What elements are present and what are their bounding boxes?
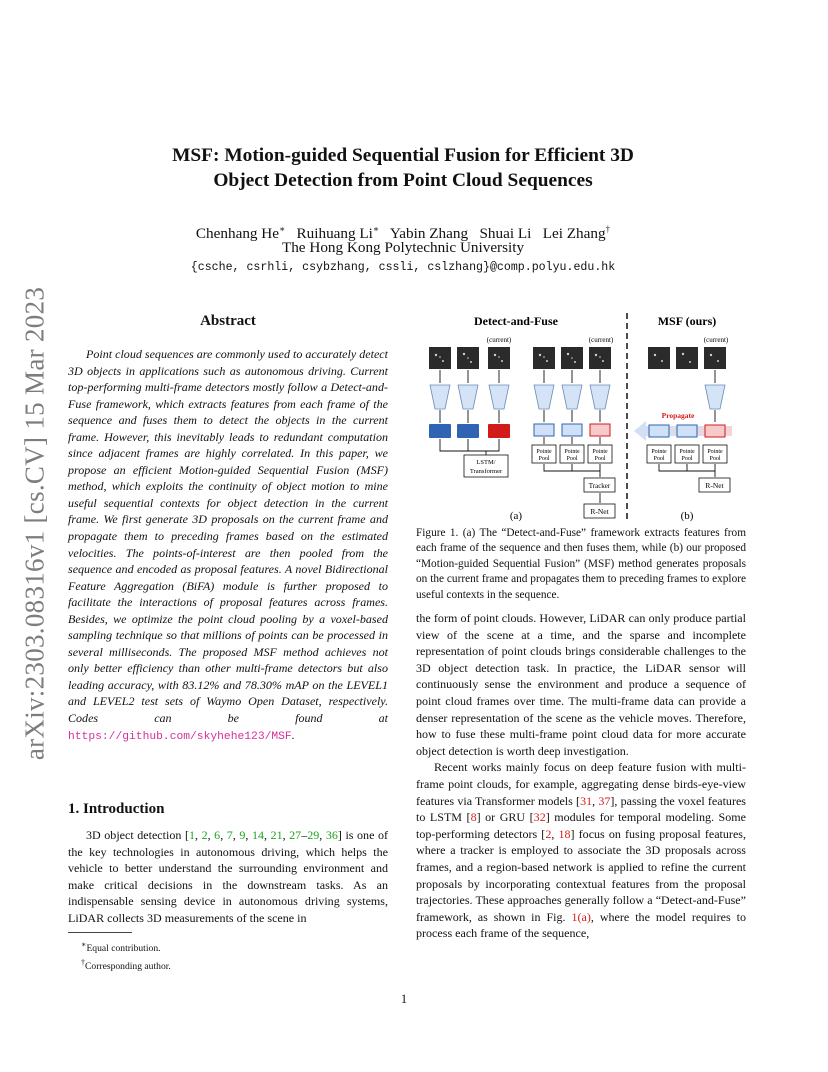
tracker-rnet-left	[544, 464, 615, 518]
point-cloud-frames-right	[648, 347, 726, 369]
pool-label: Pointe	[707, 449, 723, 455]
sep: ,	[245, 828, 252, 842]
pool-label: Pool	[594, 456, 606, 462]
citation-link[interactable]: 29	[307, 828, 320, 842]
author-1: Chenhang He	[195, 225, 280, 243]
rnet-label-right: R-Net	[705, 481, 724, 490]
title-line-1: MSF: Motion-guided Sequential Fusion for Efficient 3D	[172, 145, 634, 166]
proposal-boxes-left	[534, 424, 610, 436]
lstm-label-1: LSTM/	[476, 459, 496, 466]
citation-link[interactable]: 37	[598, 793, 611, 808]
equal-mark: ∗	[279, 224, 286, 234]
proposal-boxes-right	[649, 425, 725, 437]
propagate-label: Propagate	[661, 411, 695, 420]
sep: ,	[282, 828, 290, 842]
text: ] or GRU [	[476, 810, 534, 825]
citation-link[interactable]: 27	[289, 828, 302, 842]
left-panel-title: Detect-and-Fuse	[474, 314, 558, 328]
current-label-b: (current)	[703, 336, 729, 344]
pool-label: Pointe	[651, 449, 667, 455]
tracker-label: Tracker	[588, 482, 611, 490]
rnet-label-left: R-Net	[590, 507, 609, 516]
point-cloud-frames-left	[429, 347, 611, 369]
pool-label: Pointe	[592, 449, 608, 455]
pool-label: Pointe	[564, 449, 580, 455]
encoder-blocks	[430, 385, 725, 409]
page-number: 1	[400, 992, 408, 1006]
intro-paragraph	[68, 827, 388, 927]
pool-label: Pool	[538, 456, 550, 462]
code-link[interactable]: https://github.com/skyhehe123/MSF	[68, 730, 292, 743]
sep: ,	[220, 828, 227, 842]
author-5: Lei Zhang	[542, 225, 606, 243]
paragraph-2	[416, 759, 746, 942]
text: Recent works mainly focus on deep feature fusion with multi-frame point clouds, for example, aggregating dense birds-eye-view features via Transformer models [	[416, 760, 746, 808]
figure-1-caption: Figure 1. (a) The “Detect-and-Fuse” framework extracts features from each frame of the sequence and then fuses them, while (b) our proposed “Motion-guided Sequential Fusion” (MSF) method generates proposals on the current frame and propagates them to preceding frames to explore useful contexts in the sequence.	[416, 527, 746, 601]
current-label-a1: (current)	[486, 336, 512, 344]
citation-link[interactable]: 1	[188, 828, 195, 842]
figure-1-diagram	[416, 305, 746, 525]
arxiv-id: arXiv:2303.08316v1 [cs.CV] 15 Mar 2023	[19, 286, 50, 761]
pool-label: Pointe	[679, 449, 695, 455]
figure-link[interactable]: 1(a)	[571, 909, 591, 924]
footnote-1	[68, 938, 388, 956]
rnet-right	[659, 464, 730, 492]
text: ], passing the voxel features to LSTM [	[416, 793, 746, 825]
citation-link[interactable]: 31	[580, 793, 593, 808]
pool-label: Pool	[709, 456, 721, 462]
text: ] focus on fusing proposal features, where a tracker is employed to associate the 3D proposals across frames, and a region-based network is applied to refine the current proposals by incorporating contextual features from the proposal trajectories. These approaches generally follow a “Detect-and-Fuse” framework, as shown in Fig.	[416, 826, 746, 924]
sep: ,	[319, 828, 326, 842]
intro-text: 3D object detection [	[86, 828, 189, 842]
feature-maps	[429, 424, 510, 438]
author-2: Ruihuang Li	[296, 225, 373, 243]
citation-link[interactable]: 8	[470, 810, 477, 825]
paragraph-1: the form of point clouds. However, LiDAR can only produce partial view of the scene at a time, and the sparse and incomplete representation of point clouds brings considerable challenges to the 3D object detection task. In practice, the LiDAR sensor will continuously sense the environment and produce a sequence of point cloud frames over time. The multi-frame data can provide a denser representation of the scene as the vehicle moves. Therefore, how to fuse these multi-frame point cloud data for more accurate object detection is worth deep investigation.	[416, 611, 746, 758]
subfigure-b-label: (b)	[680, 510, 694, 522]
citation-link[interactable]: 21	[270, 828, 283, 842]
pool-label: Pool	[681, 456, 693, 462]
corresponding-mark: †	[605, 224, 611, 234]
sep: ,	[551, 826, 559, 841]
abstract-body	[68, 346, 388, 745]
intro-text: ] is one of the key technologies in autonomous driving, which helps the vehicle to better understand the surrounding environment and make critical decisions in the downstream tasks. As an indispensable sensing device in autonomous driving systems, LiDAR collects 3D measurements of the scene in	[68, 828, 388, 925]
footnote-text: Equal contribution.	[86, 943, 161, 955]
text: , where the model requires to process each frame of the sequence,	[416, 909, 746, 941]
footnotes	[68, 938, 388, 974]
footnote-text: Corresponding author.	[85, 960, 171, 972]
citation-link[interactable]: 7	[226, 828, 233, 842]
citation-link[interactable]: 36	[325, 828, 338, 842]
footnote-2	[68, 956, 388, 974]
abstract-end: .	[291, 727, 295, 742]
sep: ,	[207, 828, 215, 842]
abstract-text: Point cloud sequences are commonly used to accurately detect 3D objects in applications such as autonomous driving. Current top-performing multi-frame detectors mostly follow a Detect-and-Fuse framework, which extracts features from each frame of the sequence and fuses them to detect the objects in the current frame. However, this inevitably leads to redundant computation since adjacent frames are highly correlated. In this paper, we propose an efficient Motion-guided Sequential Fusion (MSF) method, which exploits the continuity of object motion to mine useful sequential contexts for object detection in the current frame. We first generate 3D proposals on the current frame and propagate them to preceding frames based on the estimated velocities. The points-of-interest are then pooled from the sequence and encoded as proposal features. A novel Bidirectional Feature Aggregation (BiFA) module is further proposed to facilitate the interactions of proposal features across frames. Besides, we optimize the point cloud pooling by a voxel-based sampling technique so that millions of points can be processed in several milliseconds. The proposed MSF method achieves not only better efficiency than other multi-frame detectors but also leading accuracy, with 83.12% and 78.30% mAP on the LEVEL1 and LEVEL2 test sets of Waymo Open Dataset, respectively. Codes can be found at	[68, 347, 388, 726]
pool-label: Pointe	[536, 449, 552, 455]
point-pool-blocks-right	[647, 445, 727, 463]
lstm-label-2: Transformer	[469, 468, 503, 475]
sep: ,	[592, 793, 599, 808]
sep: ,	[263, 828, 271, 842]
text: ] modules for temporal modeling. Some top-performing detectors [	[416, 810, 746, 841]
title-line-2: Object Detection from Point Cloud Sequences	[213, 170, 593, 191]
footnote-rule	[68, 932, 132, 933]
citation-link[interactable]: 32	[533, 810, 546, 825]
equal-mark: ∗	[372, 224, 380, 234]
citation-link[interactable]: 9	[239, 828, 246, 842]
equal-mark: ∗	[81, 940, 87, 949]
sep: ,	[232, 828, 240, 842]
author-emails: {csche, csrhli, csybzhang, cssli, cslzhang}@comp.polyu.edu.hk	[190, 261, 616, 274]
citation-link[interactable]: 2	[201, 828, 208, 842]
pool-label: Pool	[653, 456, 665, 462]
paper-title	[140, 143, 666, 193]
citation-link[interactable]: 18	[558, 826, 571, 841]
subfigure-a-label: (a)	[509, 510, 523, 522]
right-panel-title: MSF (ours)	[657, 314, 717, 328]
corresponding-mark: †	[81, 957, 85, 967]
citation-link[interactable]: 6	[214, 828, 221, 842]
pool-label: Pool	[566, 456, 578, 462]
citation-link[interactable]: 2	[545, 826, 552, 841]
right-column-text	[416, 610, 746, 942]
abstract-heading: Abstract	[200, 313, 256, 329]
citation-link[interactable]: 14	[251, 828, 264, 842]
lstm-transformer-block	[440, 439, 508, 477]
affiliation: The Hong Kong Polytechnic University	[281, 239, 525, 256]
intro-heading: 1. Introduction	[68, 801, 165, 817]
arxiv-sidebar	[19, 282, 50, 761]
point-pool-blocks-left	[532, 437, 612, 463]
author-4: Shuai Li	[479, 225, 532, 243]
sep: –	[301, 828, 308, 842]
author-3: Yabin Zhang	[389, 225, 469, 243]
encoder-arrows	[440, 370, 715, 383]
sep: ,	[195, 828, 202, 842]
current-label-a2: (current)	[588, 336, 614, 344]
